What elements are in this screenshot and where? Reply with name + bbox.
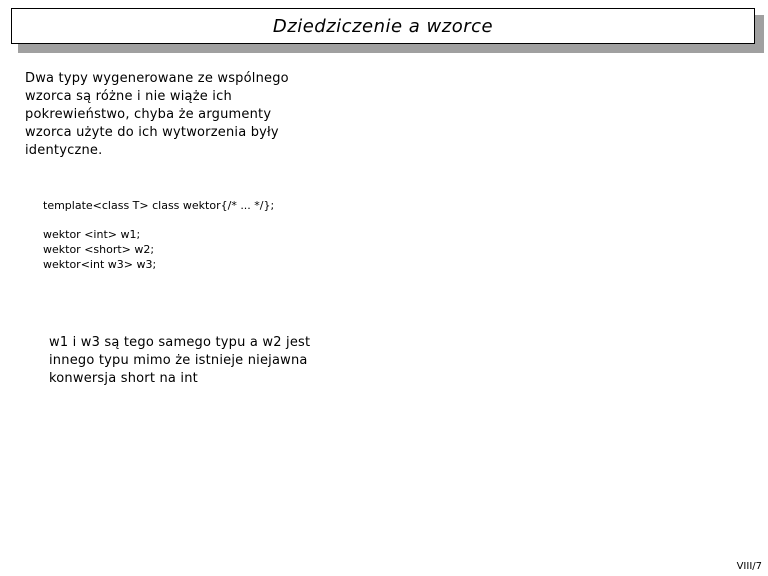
intro-line: identyczne. [25,143,103,158]
note-line: w1 i w3 są tego samego typu a w2 jest [49,335,311,350]
intro-paragraph [25,70,289,160]
code-declaration: wektor<int w3> w3; [43,258,157,271]
page-title: Dziedziczenie a wzorce [272,15,494,37]
title-box [11,8,755,44]
code-block [43,198,274,272]
intro-line: wzorca są różne i nie wiąże ich [25,89,232,104]
code-declaration: wektor <short> w2; [43,243,155,256]
code-template-line: template<class T> class wektor{/* ... */}; [43,199,275,212]
intro-line: wzorca użyte do ich wytworzenia były [25,125,279,140]
page-number: VIII/7 [736,561,762,572]
code-declaration: wektor <int> w1; [43,228,141,241]
note-line: innego typu mimo że istnieje niejawna [49,353,308,368]
intro-line: Dwa typy wygenerowane ze wspólnego [25,71,289,86]
note-line: konwersja short na int [49,371,198,386]
code-gap [43,213,274,227]
intro-line: pokrewieństwo, chyba że argumenty [25,107,272,122]
note-paragraph [49,334,310,388]
